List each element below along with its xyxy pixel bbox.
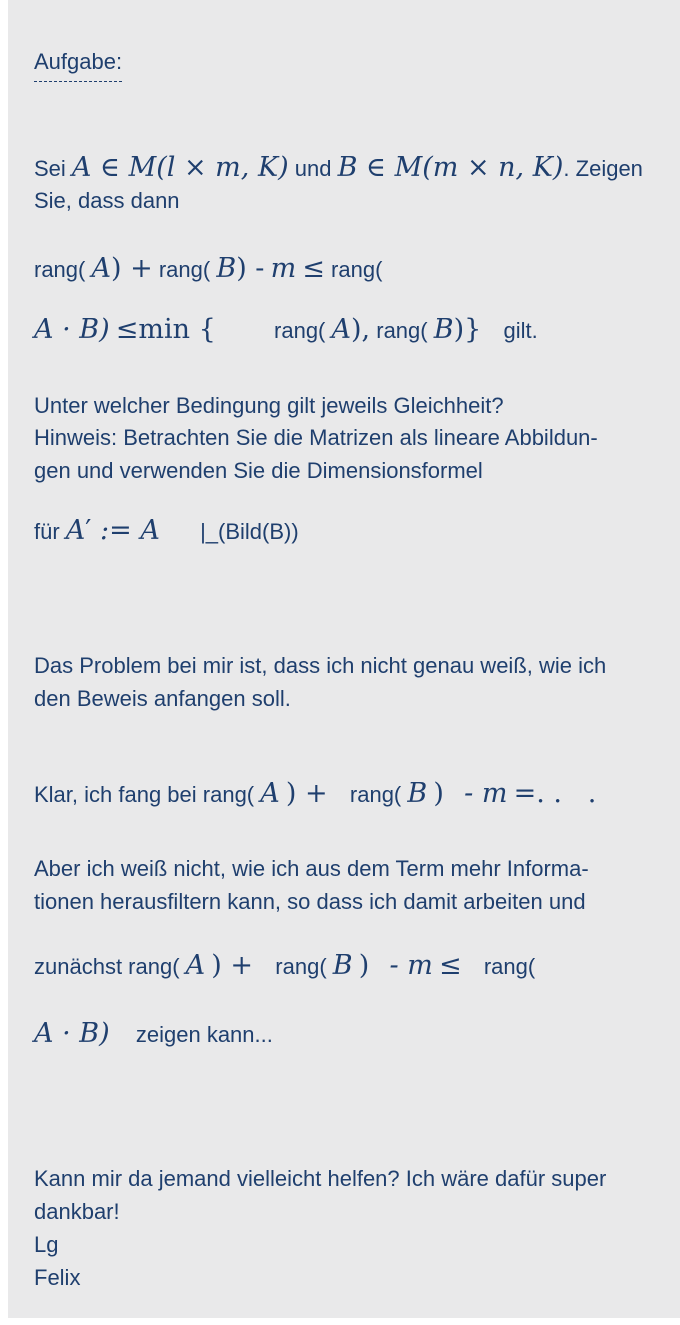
problem-line-2: den Beweis anfangen soll. [34,686,291,711]
task-text-3: . Zeigen [563,156,643,181]
math-matrix-b: B ∈ M(m × n, K) [337,152,564,183]
zunaechst-line [34,950,535,983]
fuer-text: für [34,519,66,544]
ineq1-b: B [216,253,237,284]
klar-line [34,778,596,811]
zunaechst-rang-b-open: rang( [275,954,327,979]
klar-close: ) [433,778,444,809]
problem-line-1: Das Problem bei mir ist, dass ich nicht genau weiß, wie ich [34,653,607,678]
closing-line-1: Kann mir da jemand vielleicht helfen? Ich wäre dafür super [34,1166,607,1191]
klar-b: B [407,778,428,809]
ineq2-a: A [331,314,351,345]
klar-rang-b-open: rang( [349,782,402,807]
fuer-line [34,515,299,548]
zeigen-ab: A · B) [34,1018,110,1049]
ineq1-plus: ) + [110,253,153,284]
zunaechst-rang-ab-open: rang( [483,954,536,979]
post-card [8,0,680,1318]
zunaechst-plus: ) + [211,950,254,981]
zeigen-line [34,1018,273,1051]
klar-a: A [260,778,280,809]
closing-line-3: Lg [34,1232,59,1257]
ineq1-rang-b-open: rang( [152,257,211,282]
zeigen-text: zeigen kann... [135,1022,273,1047]
zunaechst-minus-m: - m [389,950,433,981]
ineq1-rang-a-open: rang( [34,257,86,282]
zunaechst-close: ) [358,950,370,981]
task-text-1: Sei [34,156,72,181]
fuer-def: := A [91,515,160,546]
zunaechst-leq: ≤ [438,950,462,981]
task-line-2: Sie, dass dann [34,188,180,213]
fuer-a: A [65,515,86,546]
ineq2-gilt: gilt. [503,318,538,343]
ineq1-m: m [270,253,297,284]
heading: Aufgabe: [34,46,122,82]
heading-line [34,46,122,82]
ineq2-comma: ), [351,314,371,345]
ineq2-close: )} [453,314,482,345]
klar-text: Klar, ich fang bei rang( [34,782,255,807]
ineq2-min: ≤min { [115,314,216,345]
inequality-line-2 [34,314,538,347]
aber-line-1: Aber ich weiß nicht, wie ich aus dem Term mehr Informa- [34,856,589,881]
ineq2-rang-b-open: rang( [376,318,428,343]
ineq2-ab: A · B) [34,314,110,345]
ineq1-minus: ) - [236,253,265,284]
closing-line-2: dankbar! [34,1199,120,1224]
fuer-prime: ′ [85,515,92,546]
ineq2-rang-a-open: rang( [274,318,326,343]
ineq1-rang-ab-open: rang( [324,257,383,282]
math-matrix-a: A ∈ M(l × m, K) [71,152,289,183]
zunaechst-b: B [332,950,353,981]
zunaechst-a: A [185,950,206,981]
hint-line-1: Hinweis: Betrachten Sie die Matrizen als lineare Abbildun- [34,425,598,450]
question-line: Unter welcher Bedingung gilt jeweils Gleichheit? [34,393,504,418]
task-line-1 [34,152,643,185]
closing-line-4: Felix [34,1265,81,1290]
ineq2-b: B [433,314,454,345]
ineq1-a: A [91,253,111,284]
klar-plus: ) + [285,778,328,809]
inequality-line-1 [34,253,382,286]
hint-line-2: gen und verwenden Sie die Dimensionsformel [34,458,483,483]
fuer-restriction: |_(Bild(B)) [200,519,299,544]
task-text-2: und [288,156,338,181]
klar-minus-m: - m [464,778,508,809]
ineq1-leq: ≤ [302,253,325,284]
aber-line-2: tionen herausfiltern kann, so dass ich damit arbeiten und [34,889,586,914]
zunaechst-text: zunächst rang( [34,954,180,979]
klar-equals: =. . . [513,778,597,809]
